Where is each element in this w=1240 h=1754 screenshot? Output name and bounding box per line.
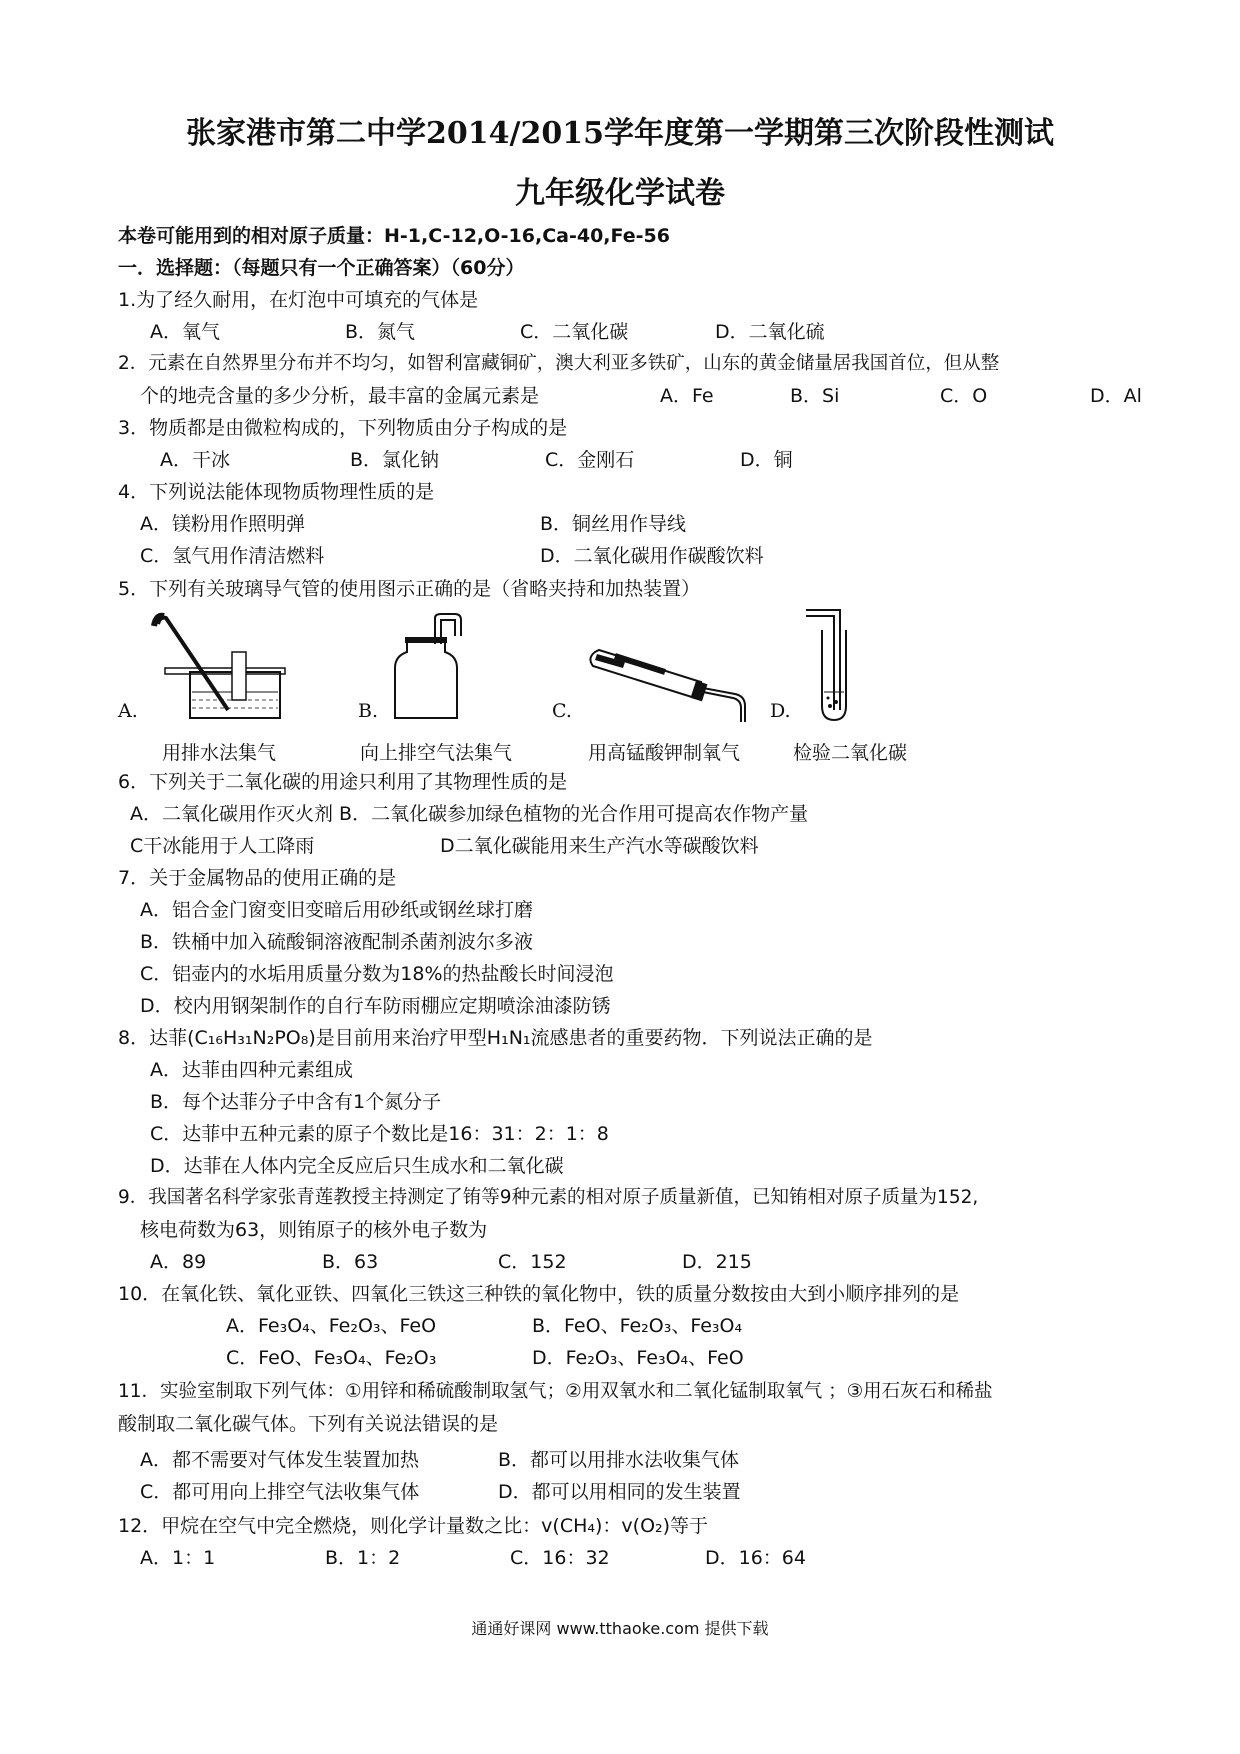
gas-bottle-apparatus-icon [385,612,475,722]
q10-option-c: C．FeO、Fe₃O₄、Fe₂O₃ [226,1347,437,1369]
q5-label-b: B. [358,700,379,722]
question-2-stem-line1: 2．元素在自然界里分布并不均匀，如智利富藏铜矿，澳大利亚多铁矿，山东的黄金储量居我国首位，但从整 [118,353,1000,374]
q8-option-a: A．达菲由四种元素组成 [150,1059,353,1081]
question-5-stem: 5．下列有关玻璃导气管的使用图示正确的是（省略夹持和加热装置） [118,578,701,600]
q5-label-d: D. [770,700,791,722]
co2-test-tube-apparatus-icon [800,606,880,726]
q5-caption-c: 用高锰酸钾制氧气 [588,742,741,764]
q8-option-d: D．达菲在人体内完全反应后只生成水和二氧化碳 [150,1155,564,1177]
question-9-stem-line1: 9．我国著名科学家张青莲教授主持测定了铕等9种元素的相对原子质量新值，已知铕相对原子质量为152, [118,1187,979,1208]
q9-option-a: A．89 [150,1251,207,1273]
section-heading: 一．选择题：（每题只有一个正确答案）（60分） [118,257,525,279]
q4-option-b: B．铜丝用作导线 [540,513,687,535]
q9-option-d: D．215 [682,1251,752,1273]
question-9-stem-line2: 核电荷数为63，则铕原子的核外电子数为 [140,1219,488,1241]
q3-option-a: A．干冰 [160,449,230,471]
q1-option-a: A．氧气 [150,321,220,343]
q10-option-d: D．Fe₂O₃、Fe₃O₄、FeO [532,1347,744,1369]
q4-option-d: D．二氧化碳用作碳酸饮料 [540,545,764,567]
q7-option-b: B．铁桶中加入硫酸铜溶液配制杀菌剂波尔多液 [140,931,534,953]
question-4-stem: 4．下列说法能体现物质物理性质的是 [118,481,435,503]
q12-option-d: D．16：64 [705,1547,806,1569]
question-11-stem-line1: 11．实验室制取下列气体：①用锌和稀硫酸制取氢气；②用双氧水和二氧化锰制取氧气 ；③用石灰石和稀盐 [118,1381,993,1402]
q3-option-d: D．铜 [740,449,793,471]
q1-option-c: C．二氧化碳 [520,321,629,343]
q8-option-c: C．达菲中五种元素的原子个数比是16：31：2：1：8 [150,1123,609,1145]
q9-option-b: B．63 [322,1251,379,1273]
question-2-stem-line2: 个的地壳含量的多少分析，最丰富的金属元素是 [140,385,540,407]
q2-option-b: B．Si [790,385,840,407]
question-6-stem: 6．下列关于二氧化碳的用途只利用了其物理性质的是 [118,771,568,793]
q4-option-a: A．镁粉用作照明弹 [140,513,305,535]
q2-option-d: D．Al [1090,385,1142,407]
q8-option-b: B．每个达菲分子中含有1个氮分子 [150,1091,442,1113]
q5-caption-b: 向上排空气法集气 [360,742,513,764]
q4-option-c: C．氢气用作清洁燃料 [140,545,325,567]
q6-option-ab: A．二氧化碳用作灭火剂 B．二氧化碳参加绿色植物的光合作用可提高农作物产量 [130,803,809,825]
question-7-stem: 7．关于金属物品的使用正确的是 [118,867,397,889]
q2-option-c: C．O [940,385,988,407]
q7-option-d: D．校内用钢架制作的自行车防雨棚应定期喷涂油漆防锈 [140,995,611,1017]
question-1-stem: 1.为了经久耐用，在灯泡中可填充的气体是 [118,289,479,311]
q11-option-d: D．都可以用相同的发生装置 [498,1481,741,1503]
q5-label-c: C. [552,700,572,722]
q3-option-c: C．金刚石 [545,449,635,471]
q12-option-a: A．1：1 [140,1547,216,1569]
q11-option-c: C．都可用向上排空气法收集气体 [140,1481,420,1503]
q11-option-a: A．都不需要对气体发生装置加热 [140,1449,419,1471]
page-footer: 通通好课网 www.tthaoke.com 提供下载 [471,1619,769,1638]
question-8-stem: 8．达菲(C₁₆H₃₁N₂PO₈)是目前用来治疗甲型H₁N₁流感患者的重要药物．下列说法正确的是 [118,1027,873,1049]
q12-option-b: B．1：2 [325,1547,401,1569]
q2-option-a: A．Fe [660,385,714,407]
q9-option-c: C．152 [498,1251,567,1273]
q11-option-b: B．都可以用排水法收集气体 [498,1449,740,1471]
q1-option-b: B．氮气 [345,321,416,343]
q5-caption-a: 用排水法集气 [162,742,277,764]
q3-option-b: B．氯化钠 [350,449,440,471]
q12-option-c: C．16：32 [510,1547,610,1569]
question-11-stem-line2: 酸制取二氧化碳气体。下列有关说法错误的是 [118,1413,499,1435]
q7-option-c: C．铝壶内的水垢用质量分数为18%的热盐酸长时间浸泡 [140,963,614,985]
q6-option-d: D二氧化碳能用来生产汽水等碳酸饮料 [440,835,759,857]
q5-label-a: A. [118,700,138,722]
question-3-stem: 3．物质都是由微粒构成的，下列物质由分子构成的是 [118,417,568,439]
q6-option-c: C干冰能用于人工降雨 [130,835,315,857]
q1-option-d: D．二氧化硫 [715,321,825,343]
question-10-stem: 10．在氧化铁、氧化亚铁、四氧化三铁这三种铁的氧化物中，铁的质量分数按由大到小顺序排列的是 [118,1283,960,1305]
atomic-mass-note: 本卷可能用到的相对原子质量：H-1,C-12,O-16,Ca-40,Fe-56 [118,225,670,247]
q10-option-a: A．Fe₃O₄、Fe₂O₃、FeO [226,1315,437,1337]
question-12-stem: 12．甲烷在空气中完全燃烧，则化学计量数之比：v(CH₄)：v(O₂)等于 [118,1515,709,1537]
exam-subtitle: 九年级化学试卷 [515,176,725,211]
q5-caption-d: 检验二氧化碳 [793,742,908,764]
test-tube-heating-apparatus-icon [585,632,755,722]
water-collection-apparatus-icon [150,612,290,722]
q7-option-a: A．铝合金门窗变旧变暗后用砂纸或钢丝球打磨 [140,899,533,921]
q10-option-b: B．FeO、Fe₂O₃、Fe₃O₄ [532,1315,743,1337]
exam-title: 张家港市第二中学2014/2015学年度第一学期第三次阶段性测试 [186,116,1054,151]
